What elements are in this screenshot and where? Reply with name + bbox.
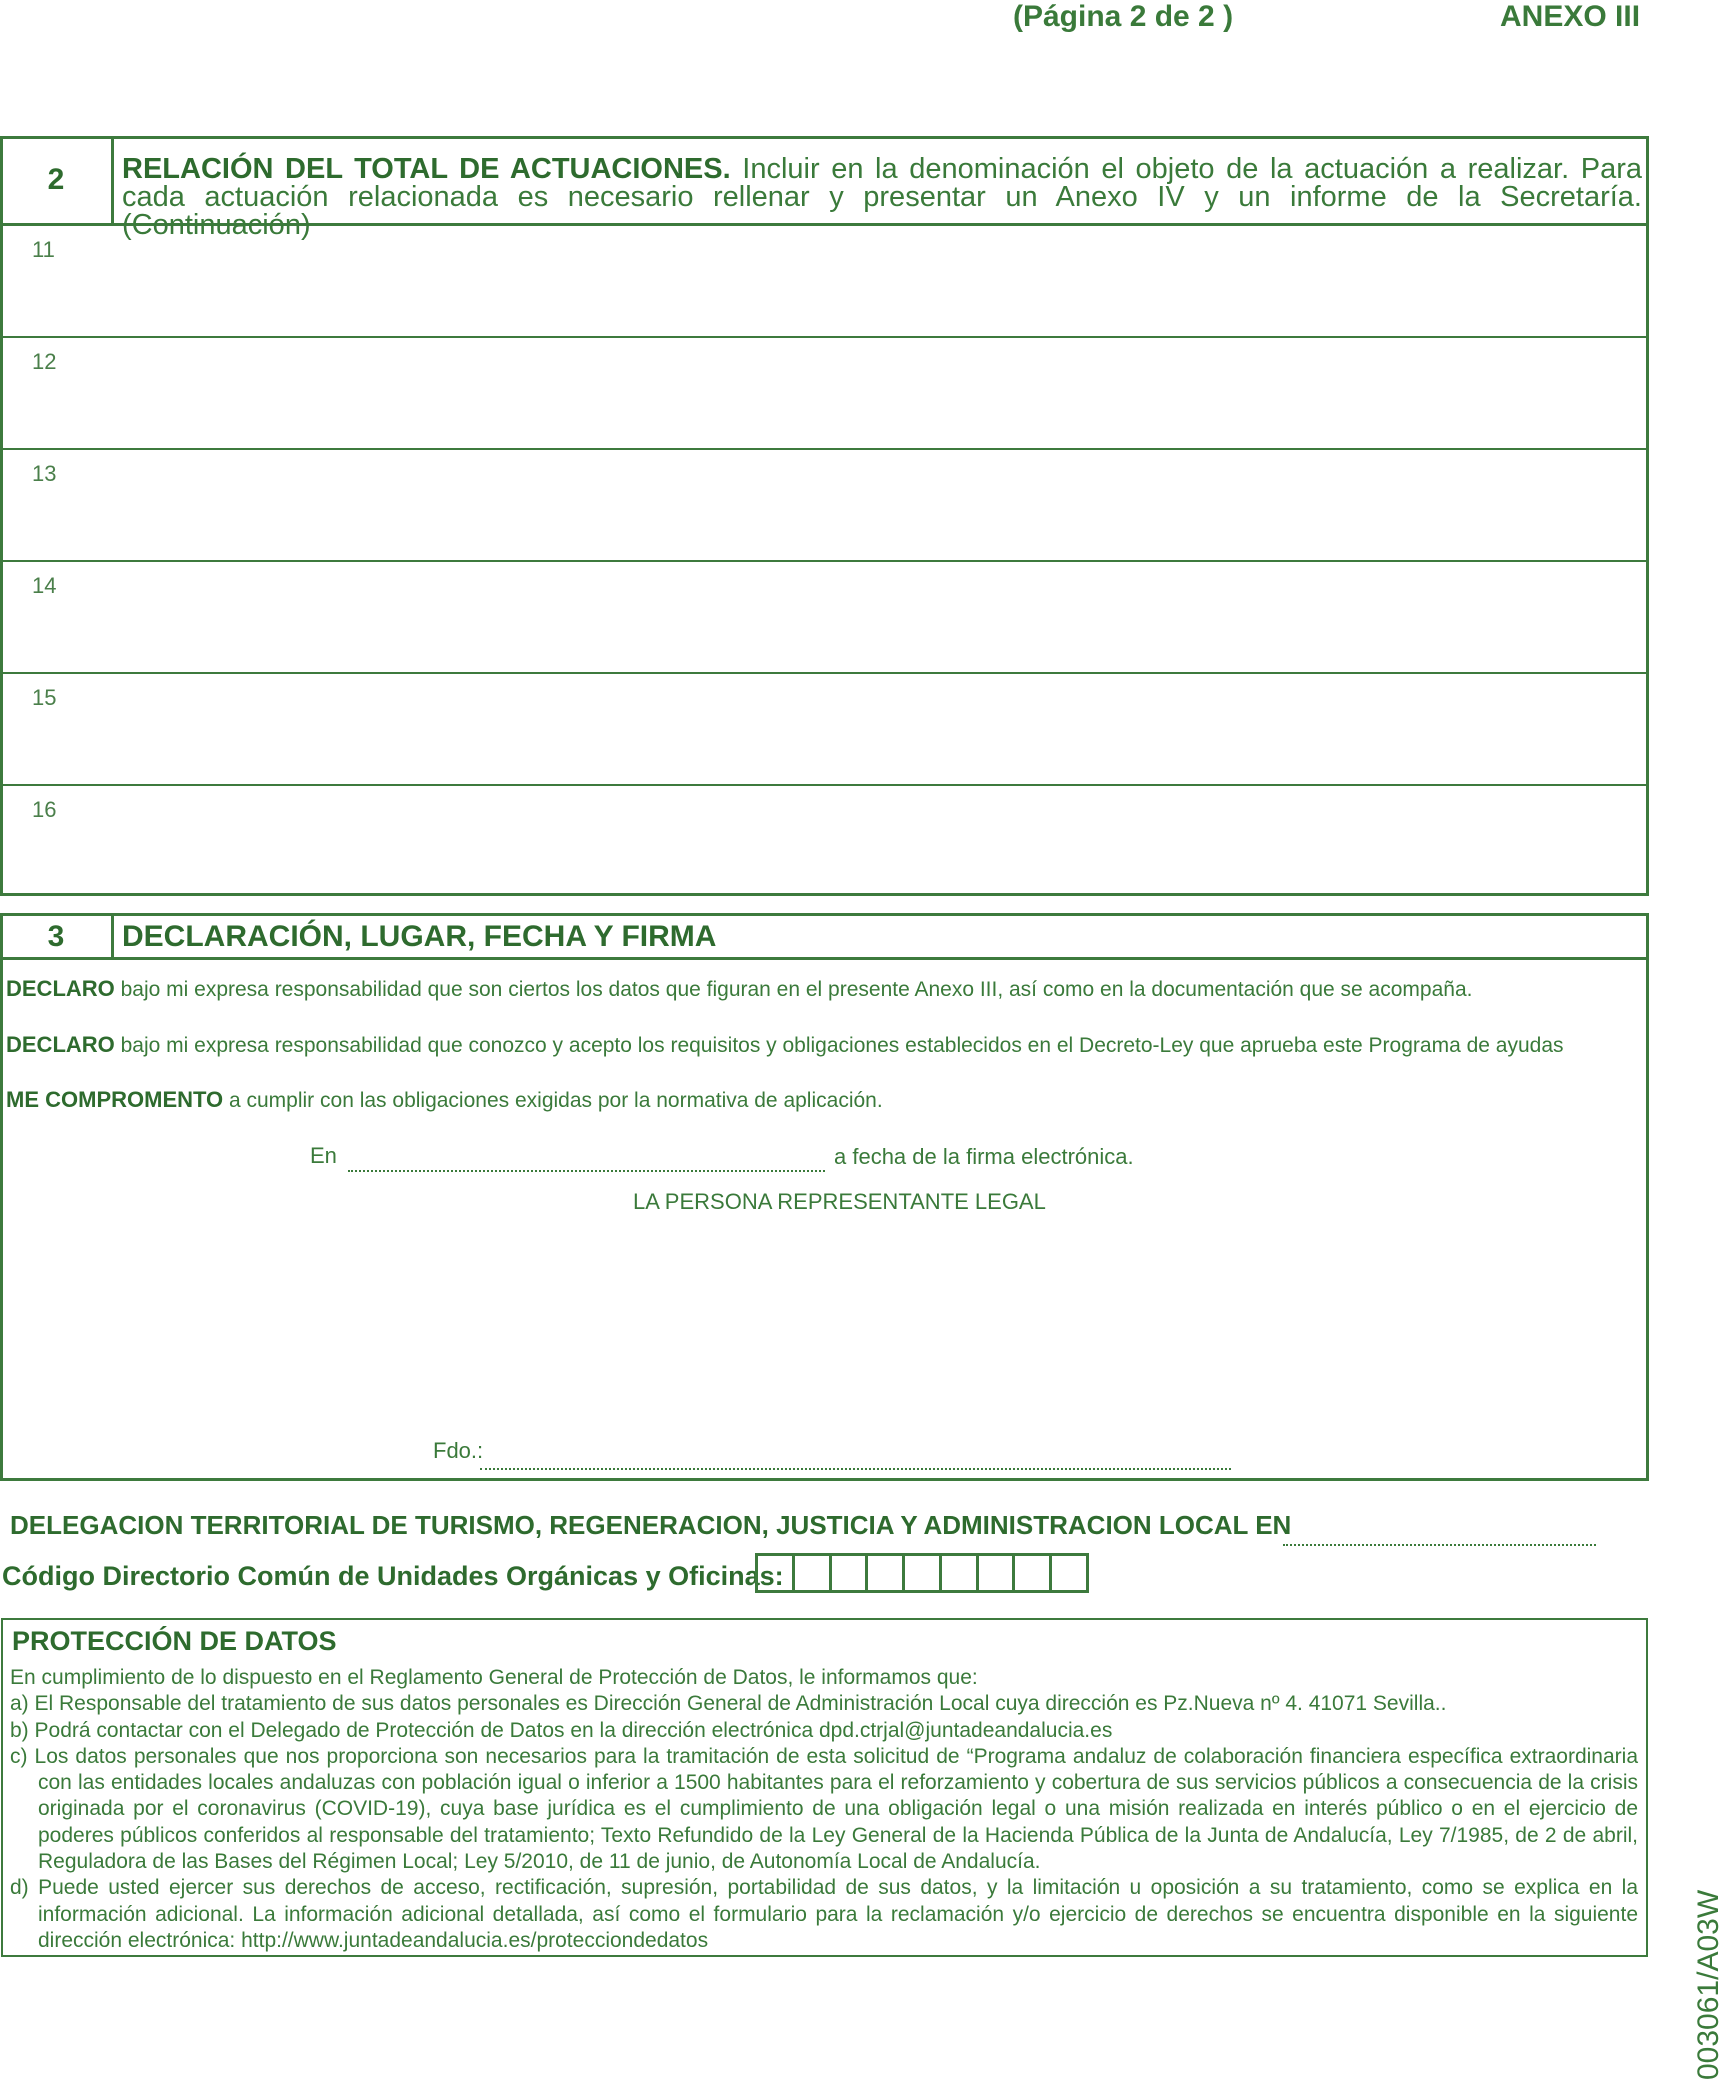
declaration-2 [6, 1032, 1564, 1058]
row-number: 13 [32, 461, 57, 486]
section-2-number: 2 [47, 163, 65, 196]
data-protection-item-a: a) El Responsable del tratamiento de sus datos personales es Dirección General de Administración Local cuya dirección es Pz.Nueva nº 4. 41071 Sevilla.. [10, 1692, 1447, 1716]
code-cell[interactable] [795, 1556, 832, 1590]
data-protection-item-c: c) Los datos personales que nos proporciona son necesarios para la tramitación de esta solicitud de “Programa andaluz de colaboración financiera específica extraordinaria con las entidades locales andaluzas con población igual o inferior a 1500 habitantes para el reforzamiento y cobertura de sus servicios públicos a consecuencia de la crisis originada por el coronavirus (COVID-19), cuya base jurídica es el cumplimiento de una obligación legal o una misión realizada en interés público o en el ejercicio de poderes públicos conferidos al responsable del tratamiento; Texto Refundido de la Ley General de la Hacienda Pública de la Junta de Andalucía, Ley 7/1985, de 2 de abril, Reguladora de las Bases del Régimen Local; Ley 5/2010, de 11 de junio, de Autonomía Local de Andalucía. [10, 1744, 1638, 1874]
declaration-1 [6, 976, 1472, 1002]
declaration-2-bold: DECLARO [6, 1032, 115, 1057]
row-number: 12 [32, 349, 57, 374]
code-cell[interactable] [868, 1556, 905, 1590]
row-number: 11 [32, 237, 55, 262]
signature-field[interactable] [480, 1468, 1231, 1470]
date-text: a fecha de la firma electrónica. [834, 1144, 1134, 1169]
row-number: 16 [32, 797, 57, 822]
directory-code-field[interactable] [755, 1553, 1089, 1593]
directory-code-label: Código Directorio Común de Unidades Orgánicas y Oficinas: [2, 1561, 784, 1591]
section-3-number: 3 [47, 920, 65, 953]
row-divider [0, 560, 1649, 562]
data-protection-item-d: d) Puede usted ejercer sus derechos de acceso, rectificación, supresión, portabilidad de sus datos, y la limitación u oposición a su tratamiento, como se explica en la información adicional. La información adicional detallada, así como el formulario para la reclamación y/o ejercicio de derechos se encuentra disponible en la siguiente dirección electrónica: http://www.juntadeandalucia.es/protecciondedatos [10, 1876, 1638, 1952]
page-number-label: (Página 2 de 2 ) [1013, 0, 1234, 33]
section-2-title [122, 155, 1642, 239]
code-cell[interactable] [1052, 1556, 1086, 1590]
section-3-number-divider [111, 913, 114, 959]
section-2-number-divider [111, 136, 114, 226]
form-code: 003061/A03W [1692, 1889, 1725, 2080]
declaration-3 [6, 1087, 883, 1113]
declaration-3-text: a cumplir con las obligaciones exigidas por la normativa de aplicación. [223, 1089, 883, 1112]
code-cell[interactable] [979, 1556, 1016, 1590]
row-divider [0, 336, 1649, 338]
section-2-title-bold: RELACIÓN DEL TOTAL DE ACTUACIONES. [122, 153, 731, 185]
place-label: En [310, 1143, 337, 1168]
data-protection-item-b: b) Podrá contactar con el Delegado de Protección de Datos en la dirección electrónica dpd.ctrjal@juntadeandalucia.es [10, 1718, 1113, 1742]
code-cell[interactable] [942, 1556, 979, 1590]
row-number: 15 [32, 685, 57, 710]
data-protection-text [10, 1665, 1638, 1954]
data-protection-intro: En cumplimiento de lo dispuesto en el Reglamento General de Protección de Datos, le informamos que: [10, 1666, 978, 1689]
signature-label: Fdo.: [433, 1438, 484, 1463]
code-cell[interactable] [1015, 1556, 1052, 1590]
section-3-title: DECLARACIÓN, LUGAR, FECHA Y FIRMA [122, 920, 717, 953]
declaration-1-text: bajo mi expresa responsabilidad que son ciertos los datos que figuran en el presente Anexo III, así como en la documentación que se acompaña. [114, 978, 1473, 1001]
declaration-3-bold: ME COMPROMENTO [6, 1087, 224, 1112]
row-divider [0, 672, 1649, 674]
delegation-label: DELEGACION TERRITORIAL DE TURISMO, REGENERACION, JUSTICIA Y ADMINISTRACION LOCAL EN [10, 1510, 1292, 1540]
row-divider [0, 784, 1649, 786]
section-3-header-line [0, 957, 1649, 960]
declaration-1-bold: DECLARO [6, 976, 115, 1001]
code-cell[interactable] [758, 1556, 795, 1590]
place-field[interactable] [348, 1170, 825, 1172]
code-cell[interactable] [905, 1556, 942, 1590]
signer-label: LA PERSONA REPRESENTANTE LEGAL [633, 1189, 1046, 1214]
delegation-field[interactable] [1283, 1544, 1596, 1546]
row-divider [0, 448, 1649, 450]
declaration-2-text: bajo mi expresa responsabilidad que conozco y acepto los requisitos y obligaciones establecidos en el Decreto-Ley que aprueba este Programa de ayudas [114, 1034, 1564, 1057]
annex-label: ANEXO III [1500, 0, 1641, 33]
row-number: 14 [32, 573, 57, 598]
section-2-box [0, 136, 1649, 896]
section-2-title-text: Incluir en la denominación el objeto de la actuación a realizar. Para cada actuación relacionada es necesario rellenar y presentar un Anexo IV y un informe de la Secretaría. (Continuación) [122, 153, 1642, 241]
code-cell[interactable] [832, 1556, 869, 1590]
data-protection-title: PROTECCIÓN DE DATOS [12, 1626, 337, 1656]
